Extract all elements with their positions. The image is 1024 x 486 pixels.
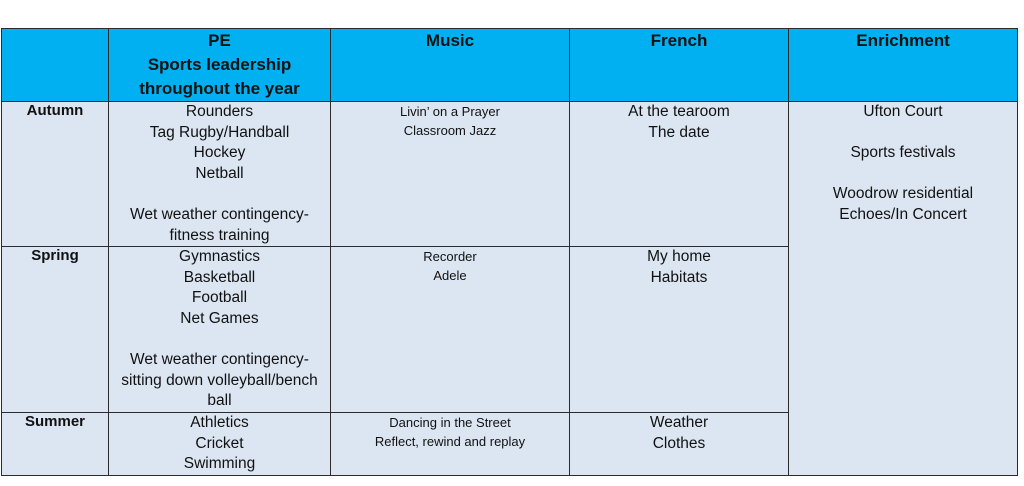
summer-pe-item: Swimming bbox=[183, 455, 256, 473]
spring-pe-cell bbox=[109, 247, 331, 413]
autumn-pe-item: Netball bbox=[195, 164, 244, 182]
season-spring: Spring bbox=[2, 247, 109, 413]
autumn-pe-item: Rounders bbox=[185, 103, 254, 120]
spring-music-item: Adele bbox=[433, 268, 467, 284]
spacer bbox=[789, 123, 1017, 144]
spring-french-item: My home bbox=[647, 248, 711, 266]
summer-french-item: Weather bbox=[649, 413, 709, 431]
enrichment-item: Echoes/In Concert bbox=[839, 205, 967, 223]
autumn-french-item: The date bbox=[648, 123, 710, 141]
autumn-pe-item: Hockey bbox=[193, 144, 246, 162]
spacer bbox=[109, 184, 330, 205]
enrichment-item: Sports festivals bbox=[850, 144, 956, 162]
autumn-music-item: Classroom Jazz bbox=[403, 123, 497, 138]
spring-french-item: Habitats bbox=[650, 268, 708, 286]
header-row bbox=[2, 29, 1018, 102]
spring-music-item: Recorder bbox=[423, 249, 477, 265]
header-pe-line-1: PE bbox=[208, 31, 231, 50]
summer-music-item: Reflect, rewind and replay bbox=[374, 433, 526, 449]
autumn-pe-cell bbox=[109, 102, 331, 247]
header-pe-line-2: Sports leadership bbox=[147, 55, 292, 74]
spacer bbox=[109, 330, 330, 351]
header-pe bbox=[109, 29, 331, 102]
spring-pe-item: Gymnastics bbox=[179, 248, 260, 266]
spring-french-cell bbox=[570, 247, 789, 413]
summer-pe-cell bbox=[109, 412, 331, 475]
header-french: French bbox=[570, 29, 789, 102]
summer-music-item: Dancing in the Street bbox=[389, 414, 511, 430]
spring-pe-item: Football bbox=[191, 289, 248, 307]
season-autumn: Autumn bbox=[2, 102, 109, 247]
autumn-pe-note: Wet weather contingency- fitness training bbox=[130, 205, 309, 244]
spring-pe-item: Net Games bbox=[180, 309, 259, 327]
autumn-pe-item: Tag Rugby/Handball bbox=[149, 123, 290, 141]
spring-pe-item: Basketball bbox=[183, 268, 256, 286]
autumn-french-item: At the tearoom bbox=[628, 103, 730, 120]
enrichment-cell bbox=[789, 102, 1018, 476]
enrichment-item: Ufton Court bbox=[863, 103, 943, 120]
header-pe-line-3: throughout the year bbox=[139, 79, 300, 98]
autumn-music-cell bbox=[331, 102, 570, 247]
row-autumn bbox=[2, 102, 1018, 247]
season-summer: Summer bbox=[2, 412, 109, 475]
summer-pe-item: Athletics bbox=[190, 413, 249, 431]
curriculum-table bbox=[1, 28, 1018, 476]
header-music: Music bbox=[331, 29, 570, 102]
autumn-music-item: Livin’ on a Prayer bbox=[400, 104, 500, 119]
summer-french-cell bbox=[570, 412, 789, 475]
summer-pe-item: Cricket bbox=[195, 434, 244, 452]
spring-music-cell bbox=[331, 247, 570, 413]
header-enrichment: Enrichment bbox=[789, 29, 1018, 102]
spring-pe-note: Wet weather contingency- sitting down volleyball/bench ball bbox=[121, 351, 318, 410]
enrichment-item: Woodrow residential bbox=[832, 185, 974, 203]
spacer bbox=[789, 164, 1017, 185]
summer-music-cell bbox=[331, 412, 570, 475]
autumn-french-cell bbox=[570, 102, 789, 247]
header-blank-cell bbox=[2, 29, 109, 102]
summer-french-item: Clothes bbox=[652, 434, 706, 452]
